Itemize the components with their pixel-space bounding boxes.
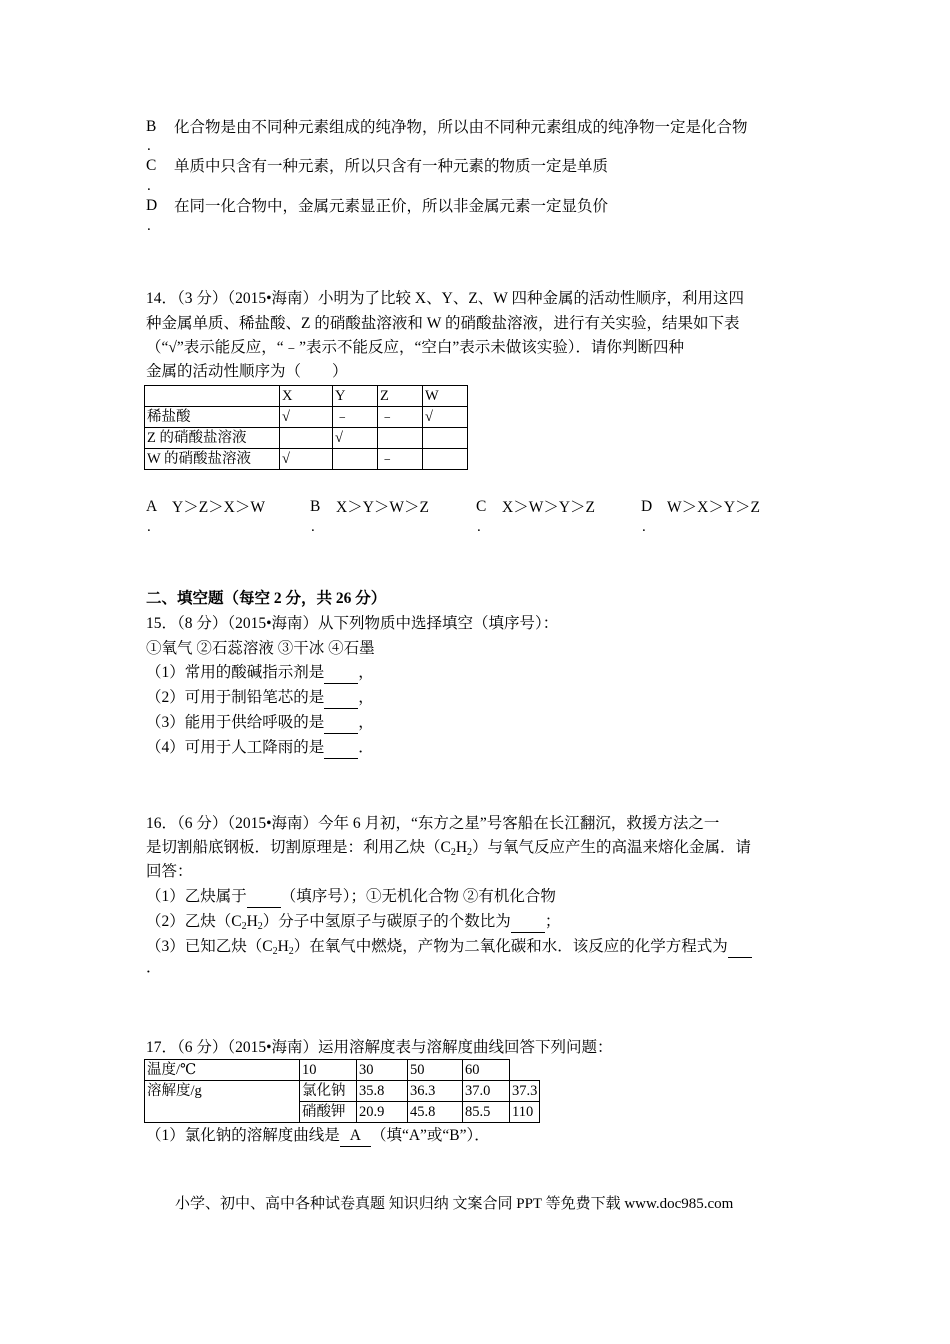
answer-blank[interactable] <box>728 937 752 958</box>
table-cell: 37.3 <box>510 1081 540 1102</box>
table-cell: ﹣ <box>333 407 378 428</box>
q15-item-2: （2）可用于制铅笔芯的是 ， <box>146 688 374 709</box>
q13-option-c-dot: . <box>147 178 151 194</box>
table-cell <box>378 428 423 449</box>
table-header-cell: Z <box>378 386 423 407</box>
table-cell: ﹣ <box>378 407 423 428</box>
q16-item-3: （3）已知乙炔$(C_2H_2)$在氧气中燃烧，产物为二氧化碳和水．该反应的化学方程式为 <box>146 937 752 958</box>
footer-text: 小学、初中、高中各种试卷真题 知识归纳 文案合同 PPT 等免费下载 www.doc985.com <box>175 1196 734 1212</box>
q14-option-d-letter: D <box>641 498 653 515</box>
table-header-cell: 10 <box>300 1060 357 1081</box>
table-cell: Z 的硝酸盐溶液 <box>145 428 280 449</box>
table-cell <box>280 428 333 449</box>
q15-item-4: （4）可用于人工降雨的是 ． <box>146 738 374 759</box>
table-cell: 37.0 <box>463 1081 510 1102</box>
q14-option-b-letter: B <box>310 498 321 515</box>
q16-item-3-end: ． <box>146 959 162 976</box>
q16-item-1: （1）乙炔属于 （填序号）；①无机化合物 ②有机化合物 <box>146 887 556 908</box>
q16-stem-line-1: 16．（6 分）（2015•海南）今年 6 月初，“东方之星”号客船在长江翻沉，救援方法之一 <box>146 815 720 832</box>
table-cell <box>333 449 378 470</box>
q14-stem-line-2: 种金属单质、稀盐酸、Z 的硝酸盐溶液和 W 的硝酸盐溶液，进行有关实验，结果如下表 <box>146 315 740 332</box>
q17-answer[interactable]: A <box>340 1126 371 1147</box>
answer-blank[interactable] <box>324 738 358 759</box>
substance-name: 硝酸钾 <box>300 1102 357 1123</box>
table-header-cell: 50 <box>408 1060 463 1081</box>
q13-option-d-text: 在同一化合物中，金属元素显正价，所以非金属元素一定显负价 <box>174 198 609 215</box>
answer-blank[interactable] <box>247 887 281 908</box>
table-cell <box>423 449 468 470</box>
q13-option-c-text: 单质中只含有一种元素，所以只含有一种元素的物质一定是单质 <box>174 158 609 175</box>
table-row <box>145 428 468 449</box>
temperature-label: 温度/℃ <box>145 1060 300 1081</box>
q14-option-b-text: X＞Y＞W＞Z <box>336 499 429 516</box>
q14-stem-line-4: 金属的活动性顺序为（ ） <box>146 363 348 380</box>
table-row <box>145 407 468 428</box>
q13-option-b-letter: B <box>146 118 157 135</box>
table-header-cell: 60 <box>463 1060 510 1081</box>
q13-option-d-dot: . <box>147 218 151 234</box>
table-cell: √ <box>280 449 333 470</box>
table-cell: 45.8 <box>408 1102 463 1123</box>
q14-option-c-letter: C <box>476 498 487 515</box>
q13-option-d-letter: D <box>146 197 158 214</box>
table-cell: 36.3 <box>408 1081 463 1102</box>
table-cell: 35.8 <box>357 1081 408 1102</box>
table-header-cell <box>145 386 280 407</box>
table-cell: W 的硝酸盐溶液 <box>145 449 280 470</box>
section-2-heading: 二、填空题（每空 2 分，共 26 分） <box>146 590 387 607</box>
q17-item-1: （1）氯化钠的溶解度曲线是 A （填“A”或“B”）． <box>146 1126 490 1147</box>
answer-blank[interactable] <box>511 912 545 933</box>
table-cell: 稀盐酸 <box>145 407 280 428</box>
table-header-row <box>145 386 468 407</box>
table-cell: ﹣ <box>378 449 423 470</box>
table-cell: √ <box>280 407 333 428</box>
table-row <box>145 1081 540 1102</box>
q15-stem: 15．（8 分）（2015•海南）从下列物质中选择填空（填序号）： <box>146 615 559 632</box>
table-header-row <box>145 1060 540 1081</box>
table-cell: √ <box>423 407 468 428</box>
table-header-cell: W <box>423 386 468 407</box>
q14-option-d-text: W＞X＞Y＞Z <box>667 499 760 516</box>
answer-blank[interactable] <box>324 713 358 734</box>
table-header-cell: X <box>280 386 333 407</box>
q13-option-b-text: 化合物是由不同种元素组成的纯净物，所以由不同种元素组成的纯净物一定是化合物 <box>174 119 748 136</box>
q17-solubility-table <box>144 1059 540 1123</box>
q14-stem-line-3: （“√”表示能反应，“﹣”表示不能反应，“空白”表示未做该实验）．请你判断四种 <box>146 339 685 356</box>
table-header-cell: Y <box>333 386 378 407</box>
solubility-label: 溶解度/g <box>145 1081 300 1123</box>
q14-reaction-table <box>144 385 468 470</box>
q13-option-c-letter: C <box>146 157 157 174</box>
q14-option-a-letter: A <box>146 498 158 515</box>
answer-blank[interactable] <box>324 663 358 684</box>
table-cell <box>423 428 468 449</box>
table-cell: 110 <box>510 1102 540 1123</box>
q15-choices: ①氧气 ②石蕊溶液 ③干冰 ④石墨 <box>146 640 375 657</box>
table-header-cell: 30 <box>357 1060 408 1081</box>
answer-blank[interactable] <box>324 688 358 709</box>
table-cell: √ <box>333 428 378 449</box>
q16-stem-line-3: 回答： <box>146 863 193 880</box>
q14-option-c-dot: . <box>477 519 481 535</box>
q15-item-3: （3）能用于供给呼吸的是 ， <box>146 713 374 734</box>
table-cell: 20.9 <box>357 1102 408 1123</box>
q14-option-a-dot: . <box>147 519 151 535</box>
q14-option-c-text: X＞W＞Y＞Z <box>502 499 595 516</box>
q15-item-1: （1）常用的酸碱指示剂是 ， <box>146 663 374 684</box>
q14-option-d-dot: . <box>642 519 646 535</box>
q16-item-2: （2）乙炔$(C_2H_2)$分子中氢原子与碳原子的个数比为 ； <box>146 913 561 932</box>
empty-cell <box>510 1060 540 1081</box>
q13-option-b-dot: . <box>147 138 151 154</box>
substance-name: 氯化钠 <box>300 1081 357 1102</box>
q14-option-a-text: Y＞Z＞X＞W <box>172 499 265 516</box>
q14-option-b-dot: . <box>311 519 315 535</box>
table-row <box>145 449 468 470</box>
table-cell: 85.5 <box>463 1102 510 1123</box>
q16-stem-line-2: 是切割船底钢板．切割原理是：利用乙炔$(C_2H_2)$与氧气反应产生的高温来熔化金属．请 <box>146 839 752 858</box>
q17-stem: 17．（6 分）（2015•海南）运用溶解度表与溶解度曲线回答下列问题： <box>146 1039 613 1056</box>
q14-stem-line-1: 14．（3 分）（2015•海南）小明为了比较 X、Y、Z、W 四种金属的活动性顺序，利用这四 <box>146 290 745 307</box>
